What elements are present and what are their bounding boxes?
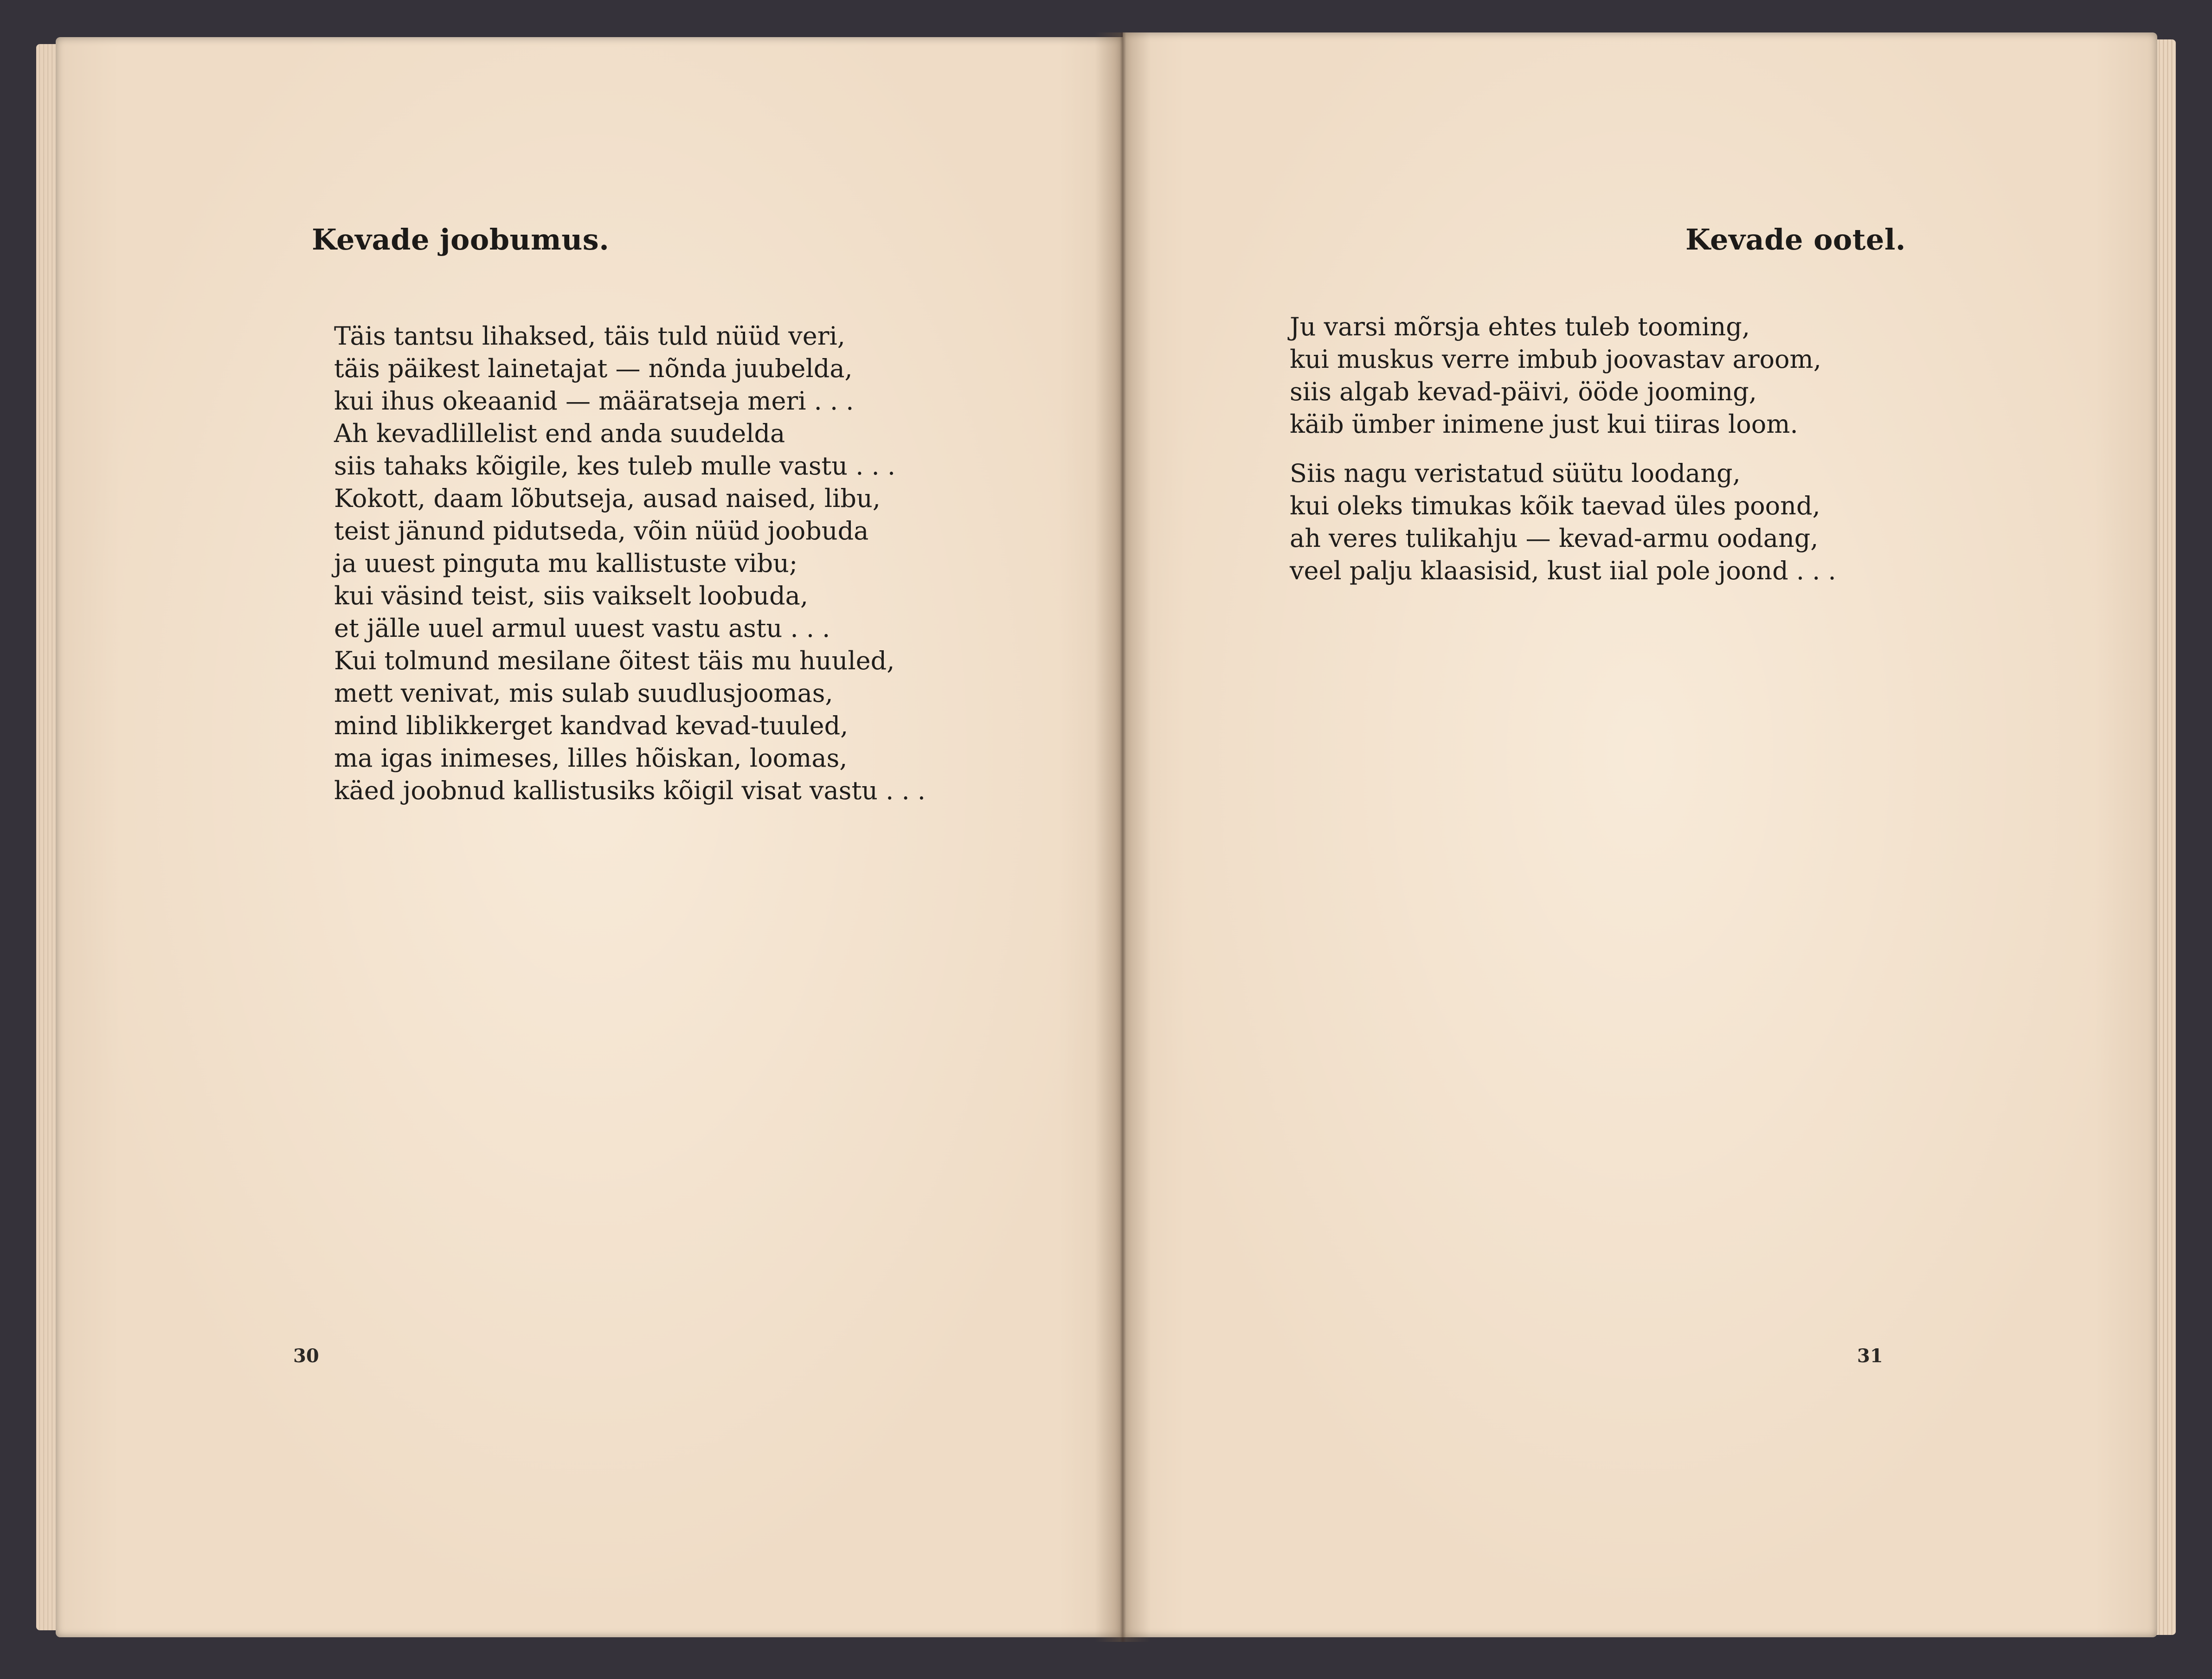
- poem-line: siis tahaks kõigile, kes tuleb mulle vastu . . .: [334, 451, 896, 481]
- right-page-number: 31: [1857, 1345, 1883, 1367]
- poem-line: kui ihus okeaanid — määratseja meri . . .: [334, 386, 854, 416]
- poem-line: käib ümber inimene just kui tiiras loom.: [1290, 410, 1798, 439]
- poem-line: mind liblikkerget kandvad kevad-tuuled,: [334, 711, 849, 740]
- poem-line: ma igas inimeses, lilles hõiskan, loomas,: [334, 743, 848, 773]
- poem-line: käed joobnud kallistusiks kõigil visat vastu . . .: [334, 776, 926, 805]
- left-poem-body: [334, 320, 974, 807]
- left-poem-title: Kevade joobumus.: [312, 223, 610, 256]
- poem-line: Siis nagu veristatud süütu loodang,: [1290, 459, 1741, 488]
- poem-stanza: [1290, 457, 1893, 587]
- poem-line: siis algab kevad-päivi, ööde jooming,: [1290, 377, 1757, 406]
- poem-line: kui oleks timukas kõik taevad üles poond,: [1290, 491, 1820, 520]
- poem-line: mett venivat, mis sulab suudlusjoomas,: [334, 679, 833, 708]
- poem-line: et jälle uuel armul uuest vastu astu . . .: [334, 614, 830, 643]
- poem-line: Ju varsi mõrsja ehtes tuleb tooming,: [1290, 312, 1750, 341]
- poem-line: Kokott, daam lõbutseja, ausad naised, libu,: [334, 484, 881, 513]
- poem-line: kui muskus verre imbub joovastav aroom,: [1290, 345, 1821, 374]
- poem-stanza: [1290, 311, 1893, 441]
- poem-line: täis päikest lainetajat — nõnda juubelda,: [334, 354, 853, 383]
- book-gutter: [1095, 32, 1151, 1642]
- poem-line: veel palju klaasisid, kust iial pole joond . . .: [1290, 556, 1836, 585]
- left-page-number: 30: [293, 1345, 319, 1367]
- right-page: [1123, 32, 2157, 1637]
- poem-line: Ah kevadlillelist end anda suudelda: [334, 419, 785, 448]
- right-poem-title: Kevade ootel.: [1685, 223, 1906, 256]
- poem-line: kui väsind teist, siis vaikselt loobuda,: [334, 581, 808, 610]
- left-page: [56, 37, 1123, 1637]
- poem-line: Täis tantsu lihaksed, täis tuld nüüd veri,: [334, 321, 845, 351]
- poem-line: Kui tolmund mesilane õitest täis mu huuled,: [334, 646, 895, 675]
- poem-line: teist jänund pidutseda, võin nüüd joobuda: [334, 516, 869, 545]
- poem-line: ja uuest pinguta mu kallistuste vibu;: [334, 549, 798, 578]
- poem-line: ah veres tulikahju — kevad-armu oodang,: [1290, 524, 1819, 553]
- right-poem-body: [1290, 311, 1893, 604]
